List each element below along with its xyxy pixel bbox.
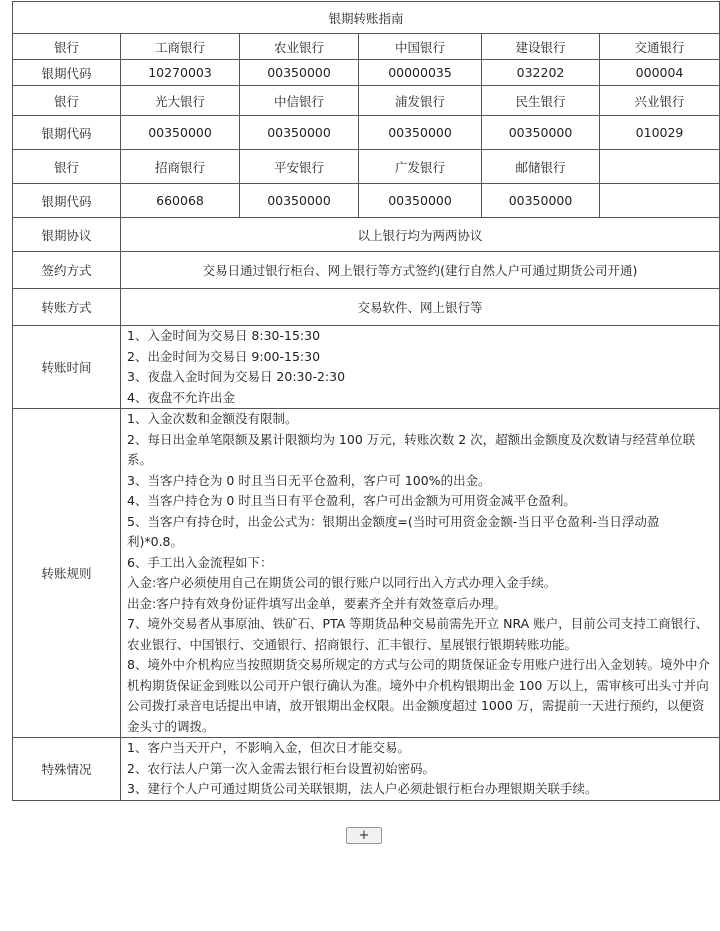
bank-code-cell: 00350000 (482, 184, 600, 218)
row-label: 转账时间 (13, 326, 121, 409)
bank-code-cell: 10270003 (121, 60, 240, 86)
bank-code-cell: 00350000 (240, 116, 359, 150)
expand-button[interactable]: + (346, 827, 382, 844)
bank-code-row (13, 184, 720, 218)
content-line: 2、每日出金单笔限额及累计限额均为 100 万元，转账次数 2 次，超额出金额度及次数请与经营单位联系。 (127, 431, 696, 467)
bank-name-cell: 中信银行 (240, 86, 359, 116)
transfer-time-row (13, 326, 720, 409)
row-label: 银期代码 (13, 116, 121, 150)
bank-code-cell: 032202 (482, 60, 600, 86)
bank-code-cell: 00350000 (121, 116, 240, 150)
row-content (121, 738, 720, 801)
content-line: 3、建行个人户可通过期货公司关联银期，法人户必须赴银行柜台办理银期关联手续。 (127, 781, 598, 796)
row-label: 签约方式 (13, 252, 121, 289)
bank-code-cell: 00350000 (359, 116, 482, 150)
bank-code-cell: 660068 (121, 184, 240, 218)
bank-name-cell: 民生银行 (482, 86, 600, 116)
bank-name-row (13, 86, 720, 116)
row-label: 银行 (13, 150, 121, 184)
content-line: 入金:客户必须使用自己在期货公司的银行账户以同行出入方式办理入金手续。 (127, 575, 557, 590)
content-line: 5、当客户有持仓时，出金公式为：银期出金额度=(当时可用资金金额-当日平仓盈利-当日浮动盈利)*0.8。 (127, 513, 660, 549)
bank-name-row (13, 34, 720, 60)
row-label: 银期代码 (13, 184, 121, 218)
content-line: 出金:客户持有效身份证件填写出金单，要素齐全并有效签章后办理。 (127, 595, 507, 611)
bank-code-cell: 00350000 (359, 184, 482, 218)
bank-code-cell: 00350000 (482, 116, 600, 150)
content-line: 1、入金时间为交易日 8:30-15:30 (127, 328, 321, 343)
bank-code-row (13, 116, 720, 150)
bank-name-cell: 广发银行 (359, 150, 482, 184)
bank-code-cell: 000004 (600, 60, 720, 86)
bank-name-cell: 工商银行 (121, 34, 240, 60)
content-line: 8、境外中介机构应当按照期货交易所规定的方式与公司的期货保证金专用账户进行出入金划转。境外中介机构期货保证金到账以公司开户银行确认为准。境外中介机构银期出金 100 万以上，需审核可出头寸并向公司拨打录音电话提出申请，放开银期出金权限。出金额度超过 1000 万，需提前一天进行预约，以便资金头寸的调拨。 (127, 657, 710, 734)
transfer-method-row (13, 289, 720, 326)
agreement-row (13, 218, 720, 252)
row-content (121, 326, 720, 409)
bank-name-row (13, 150, 720, 184)
row-label: 转账规则 (13, 409, 121, 738)
bank-name-cell: 平安银行 (240, 150, 359, 184)
content-line: 2、农行法人户第一次入金需去银行柜台设置初始密码。 (127, 760, 435, 776)
row-content (121, 409, 720, 738)
row-label: 转账方式 (13, 289, 121, 326)
bank-name-cell: 光大银行 (121, 86, 240, 116)
bank-name-cell (600, 150, 720, 184)
content-line: 3、夜盘入金时间为交易日 20:30-2:30 (127, 369, 346, 384)
row-label: 银期协议 (13, 218, 121, 252)
row-label: 银行 (13, 86, 121, 116)
bank-name-cell: 交通银行 (600, 34, 720, 60)
special-cases-row (13, 738, 720, 801)
bank-name-cell: 兴业银行 (600, 86, 720, 116)
content-line: 6、手工出入金流程如下： (127, 554, 273, 570)
bank-transfer-guide-table (12, 1, 720, 801)
bank-code-cell: 00350000 (240, 184, 359, 218)
bank-code-cell (600, 184, 720, 218)
bank-code-cell: 010029 (600, 116, 720, 150)
bank-name-cell: 邮储银行 (482, 150, 600, 184)
row-label: 银行 (13, 34, 121, 60)
bank-code-cell: 00000035 (359, 60, 482, 86)
content-line: 3、当客户持仓为 0 时且当日无平仓盈利，客户可 100%的出金。 (127, 472, 491, 488)
transfer-rules-row (13, 409, 720, 738)
bank-name-cell: 招商银行 (121, 150, 240, 184)
bank-code-cell: 00350000 (240, 60, 359, 86)
bank-code-row (13, 60, 720, 86)
sign-method-row (13, 252, 720, 289)
content-line: 4、夜盘不允许出金 (127, 389, 235, 405)
table-title: 银期转账指南 (13, 2, 720, 34)
bank-name-cell: 中国银行 (359, 34, 482, 60)
content-line: 4、当客户持仓为 0 时且当日有平仓盈利，客户可出金额为可用资金减平仓盈利。 (127, 493, 576, 508)
title-row (13, 2, 720, 34)
row-value: 交易日通过银行柜台、网上银行等方式签约(建行自然人户可通过期货公司开通) (121, 252, 720, 289)
row-value: 交易软件、网上银行等 (121, 289, 720, 326)
row-label: 特殊情况 (13, 738, 121, 801)
bank-name-cell: 农业银行 (240, 34, 359, 60)
bank-name-cell: 浦发银行 (359, 86, 482, 116)
bank-name-cell: 建设银行 (482, 34, 600, 60)
content-line: 7、境外交易者从事原油、铁矿石、PTA 等期货品种交易前需先开立 NRA 账户，目前公司支持工商银行、农业银行、中国银行、交通银行、招商银行、汇丰银行、星展银行银期转账功能。 (127, 616, 709, 652)
content-line: 1、入金次数和金额没有限制。 (127, 411, 298, 426)
row-label: 银期代码 (13, 60, 121, 86)
content-line: 1、客户当天开户，不影响入金，但次日才能交易。 (127, 740, 410, 755)
row-value: 以上银行均为两两协议 (121, 218, 720, 252)
content-line: 2、出金时间为交易日 9:00-15:30 (127, 348, 321, 364)
